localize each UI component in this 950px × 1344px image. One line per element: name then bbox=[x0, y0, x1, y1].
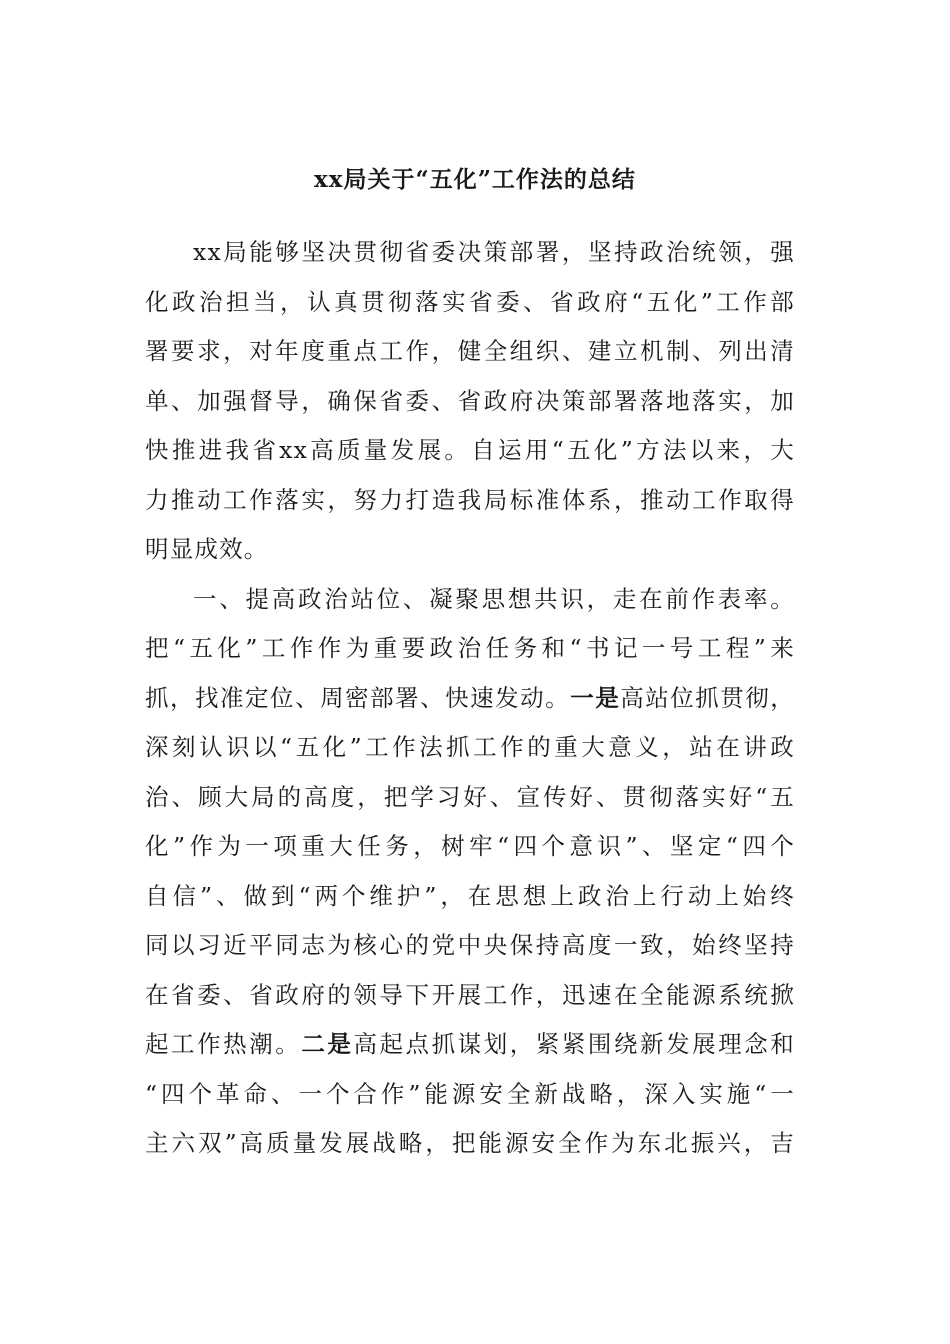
bold-marker-two: 二是 bbox=[301, 1030, 354, 1058]
document-body bbox=[145, 228, 795, 1169]
paragraph-line bbox=[145, 1020, 795, 1070]
paragraph-line: 自信”、做到“两个维护”，在思想上政治上行动上始终 bbox=[145, 881, 795, 910]
paragraph-line: “四个革命、一个合作”能源安全新战略，深入实施“一 bbox=[145, 1079, 795, 1108]
paragraph-line: 治、顾大局的高度，把学习好、宣传好、贯彻落实好“五 bbox=[145, 782, 795, 811]
paragraph-line: 同以习近平同志为核心的党中央保持高度一致，始终坚持 bbox=[145, 931, 795, 959]
paragraph-text: 抓，找准定位、周密部署、快速发动。 bbox=[145, 683, 571, 712]
paragraph-line: 化”作为一项重大任务，树牢“四个意识”、坚定“四个 bbox=[145, 832, 795, 860]
document-title: xx局关于“五化”工作法的总结 bbox=[314, 166, 636, 193]
paragraph-text: 高起点抓谋划，紧紧围绕新发展理念和 bbox=[353, 1030, 795, 1058]
paragraph-line: 力推动工作落实，努力打造我局标准体系，推动工作取得 bbox=[145, 485, 795, 514]
bold-marker-one: 一是 bbox=[570, 683, 621, 712]
paragraph-line: xx局能够坚决贯彻省委决策部署，坚持政治统领，强 bbox=[193, 238, 795, 266]
paragraph-line: 把“五化”工作作为重要政治任务和“书记一号工程”来 bbox=[145, 634, 795, 662]
paragraph-line: 主六双”高质量发展战略，把能源安全作为东北振兴，吉 bbox=[145, 1129, 795, 1157]
paragraph-line: 署要求，对年度重点工作，健全组织、建立机制、列出清 bbox=[145, 337, 795, 365]
paragraph-line: 在省委、省政府的领导下开展工作，迅速在全能源系统掀 bbox=[145, 980, 795, 1009]
paragraph-line: 快推进我省xx高质量发展。自运用“五化”方法以来，大 bbox=[145, 436, 795, 464]
paragraph-line: 化政治担当，认真贯彻落实省委、省政府“五化”工作部 bbox=[145, 287, 795, 316]
paragraph-text: 起工作热潮。 bbox=[145, 1030, 302, 1058]
paragraph-line: 明显成效。 bbox=[145, 535, 269, 563]
paragraph-line: 深刻认识以“五化”工作法抓工作的重大意义，站在讲政 bbox=[145, 733, 795, 761]
paragraph-line: 单、加强督导，确保省委、省政府决策部署落地落实，加 bbox=[145, 386, 795, 415]
paragraph-line bbox=[145, 674, 795, 724]
paragraph-text: 高站位抓贯彻， bbox=[620, 683, 796, 712]
section-heading-line: 一、提高政治站位、凝聚思想共识，走在前作表率。 bbox=[193, 584, 795, 613]
